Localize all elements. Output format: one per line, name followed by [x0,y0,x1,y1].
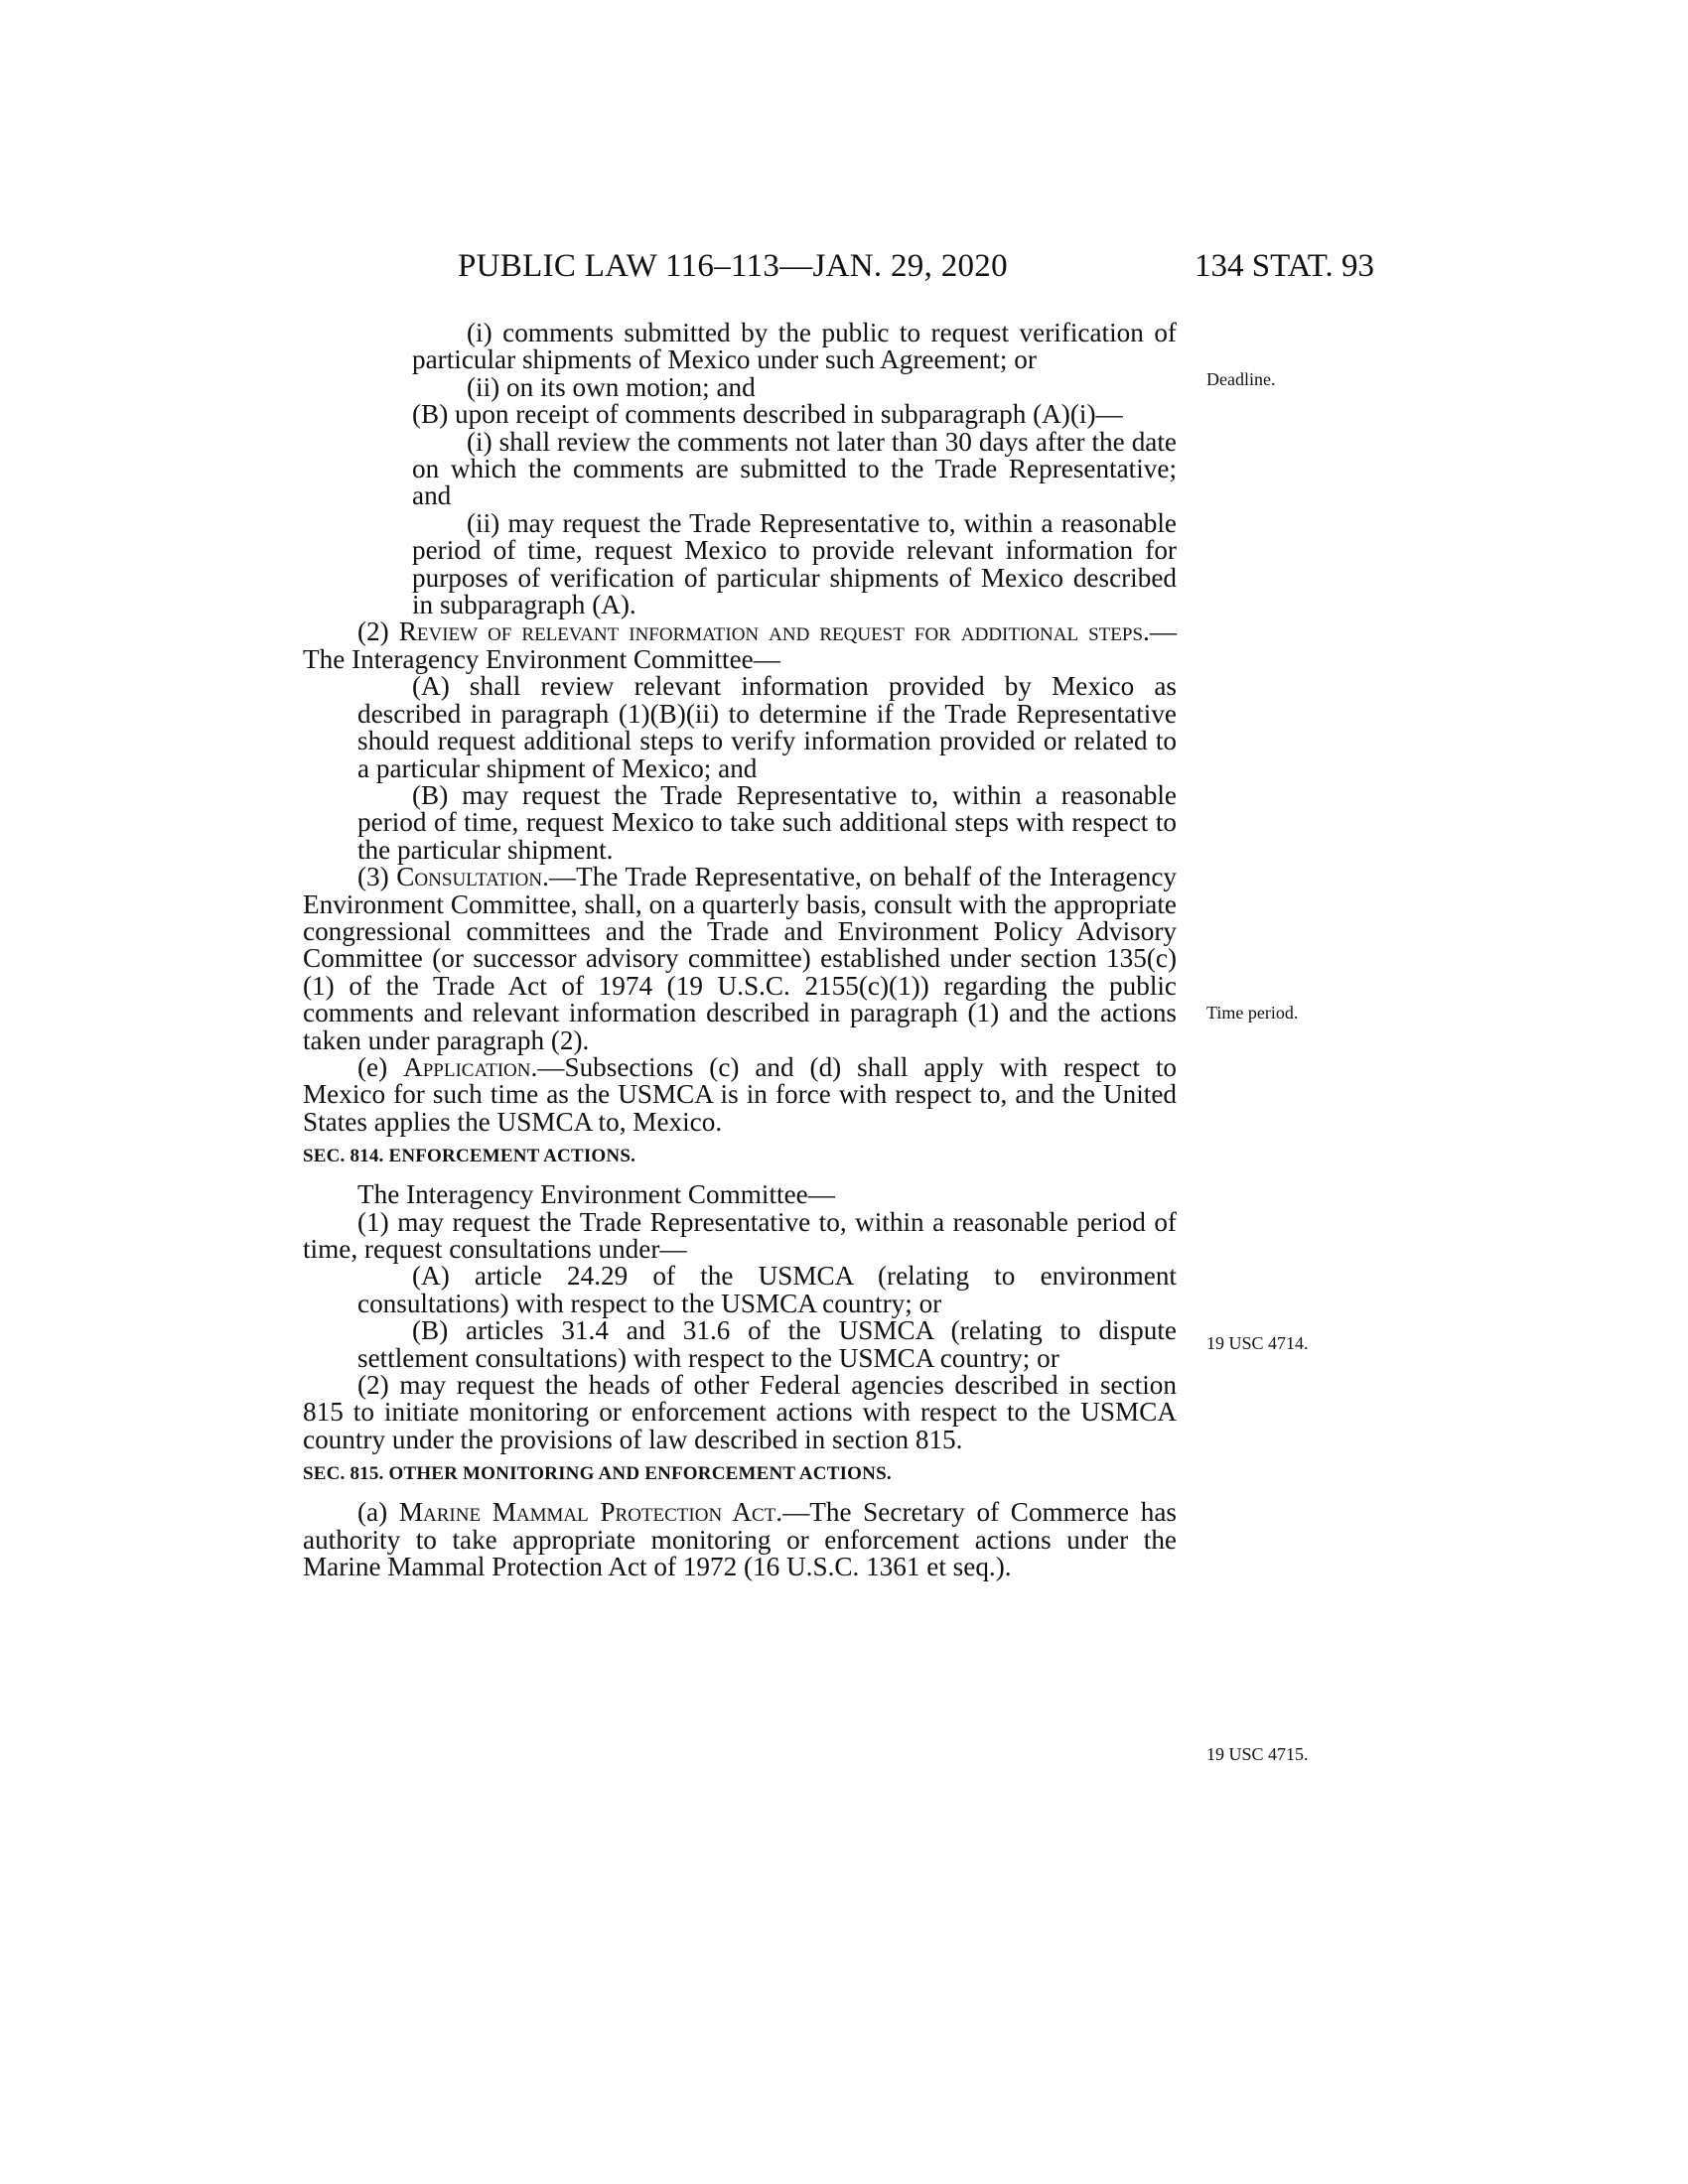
clause-a-i: (i) comments submitted by the public to request verification of particular shipments of Mexico under such Agreement; or [412,318,1177,375]
section-814-para-2: (2) may request the heads of other Federal agencies described in section 815 to initiate monitoring or enforcement actions with respect to the USMCA country under the provisions of law described in section 815. [303,1370,1177,1454]
subsection-e-text: .—Subsections (c) and (d) shall apply with respect to Mexico for such time as the USMCA is in force with respect to, and the United States applies the USMCA to, Mexico. [303,1051,1177,1137]
subsection-e-number: (e) [357,1051,404,1082]
paragraph-3-number: (3) [357,862,397,892]
clause-a-ii: (ii) on its own motion; and [467,371,756,402]
section-814-para-1-b: (B) articles 31.4 and 31.6 of the USMCA (relating to dispute settlement consultations) with respect to the USMCA country; or [357,1315,1177,1373]
paragraph-2-b: (B) may request the Trade Representative to, within a reasonable period of time, request Mexico to take such additional steps with respect to the particular shipment. [357,779,1177,865]
paragraph-2-number: (2) [357,616,399,647]
section-815-a-number: (a) [357,1497,399,1528]
paragraph-3 [303,864,1177,1054]
section-814-intro: The Interagency Environment Committee— [357,1179,835,1210]
running-header-title: PUBLIC LAW 116–113—JAN. 29, 2020 [458,248,1008,284]
clause-b-i: (i) shall review the comments not later than 30 days after the date on which the comments are submitted to the Trade Representative; and [412,426,1177,511]
paragraph-2-text: .—The Interagency Environment Committee— [303,616,1177,674]
section-815-heading: SEC. 815. OTHER MONITORING AND ENFORCEMENT ACTIONS. [303,1463,892,1485]
statute-body [303,320,1177,1580]
section-814-para-1: (1) may request the Trade Representative to, within a reasonable period of time, request consultations under— [303,1206,1177,1264]
subparagraph-b: (B) upon receipt of comments described in subparagraph (A)(i)— [412,399,1123,430]
section-815-subsection-a [303,1499,1177,1580]
paragraph-2-heading: Review of relevant information and request for additional steps [398,616,1144,647]
clause-b-ii: (ii) may request the Trade Representative to, within a reasonable period of time, request Mexico to provide relevant information for purposes of verification of particular shipments of Mexico described in subparagraph (A). [412,507,1177,620]
paragraph-3-text: .—The Trade Representative, on behalf of the Interagency Environment Committee, shall, on a quarterly basis, consult with the appropriate congressional committees and the Trade and Environment Policy Advisory Committee (or successor advisory committee) established under section 135(c)(1) of the Trade Act of 1974 (19 U.S.C. 2155(c)(1)) regarding the public comments and relevant information described in paragraph (1) and the actions taken under paragraph (2). [303,862,1178,1055]
running-header-page: 134 STAT. 93 [1194,248,1374,284]
section-815-a-heading: Marine Mammal Protection Act [398,1497,776,1528]
margin-note-usc-4715: 19 USC 4715. [1206,1744,1309,1764]
section-814-para-1-a: (A) article 24.29 of the USMCA (relating to environment consultations) with respect to the USMCA country; or [357,1261,1177,1318]
paragraph-2 [303,618,1177,673]
section-815-a-text: .—The Secretary of Commerce has authority to take appropriate monitoring or enforcement actions under the Marine Mammal Protection Act of 1972 (16 U.S.C. 1361 et seq.). [303,1497,1177,1582]
subsection-e [303,1051,1177,1137]
subsection-e-heading: Application [403,1051,531,1082]
paragraph-2-a: (A) shall review relevant information provided by Mexico as described in paragraph (1)(B)(ii) to determine if the Trade Representative should request additional steps to verify information provided or related to a particular shipment of Mexico; and [357,671,1177,783]
margin-note-usc-4714: 19 USC 4714. [1206,1333,1309,1353]
section-814-heading: SEC. 814. ENFORCEMENT ACTIONS. [303,1146,636,1167]
paragraph-3-heading: Consultation [396,862,543,892]
margin-note-time-period: Time period. [1206,1003,1299,1023]
margin-note-deadline: Deadline. [1206,369,1276,389]
